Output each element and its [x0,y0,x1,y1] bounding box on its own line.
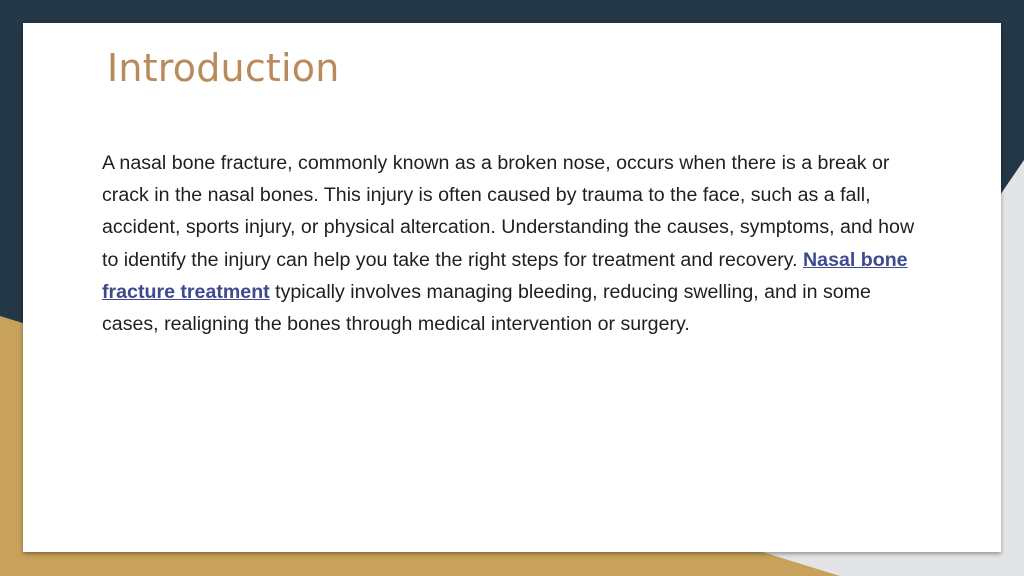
intro-paragraph [102,147,932,340]
nasal-bone-fracture-treatment-link[interactable]: Nasal bone fracture treatment [102,248,908,303]
paragraph-text-before-link: A nasal bone fracture, commonly known as a broken nose, occurs when there is a break or crack in the nasal bones. This injury is often caused by trauma to the face, such as a fall, accident, sports injury, or physical altercation. Understanding the causes, symptoms, and how to identify the injury can help you take the right steps for treatment and recovery. [102,152,915,271]
paragraph-text-after-link: typically involves managing bleeding, reducing swelling, and in some cases, realigning the bones through medical intervention or surgery. [102,280,871,336]
page-title: Introduction [107,46,340,90]
content-card [23,23,1001,552]
